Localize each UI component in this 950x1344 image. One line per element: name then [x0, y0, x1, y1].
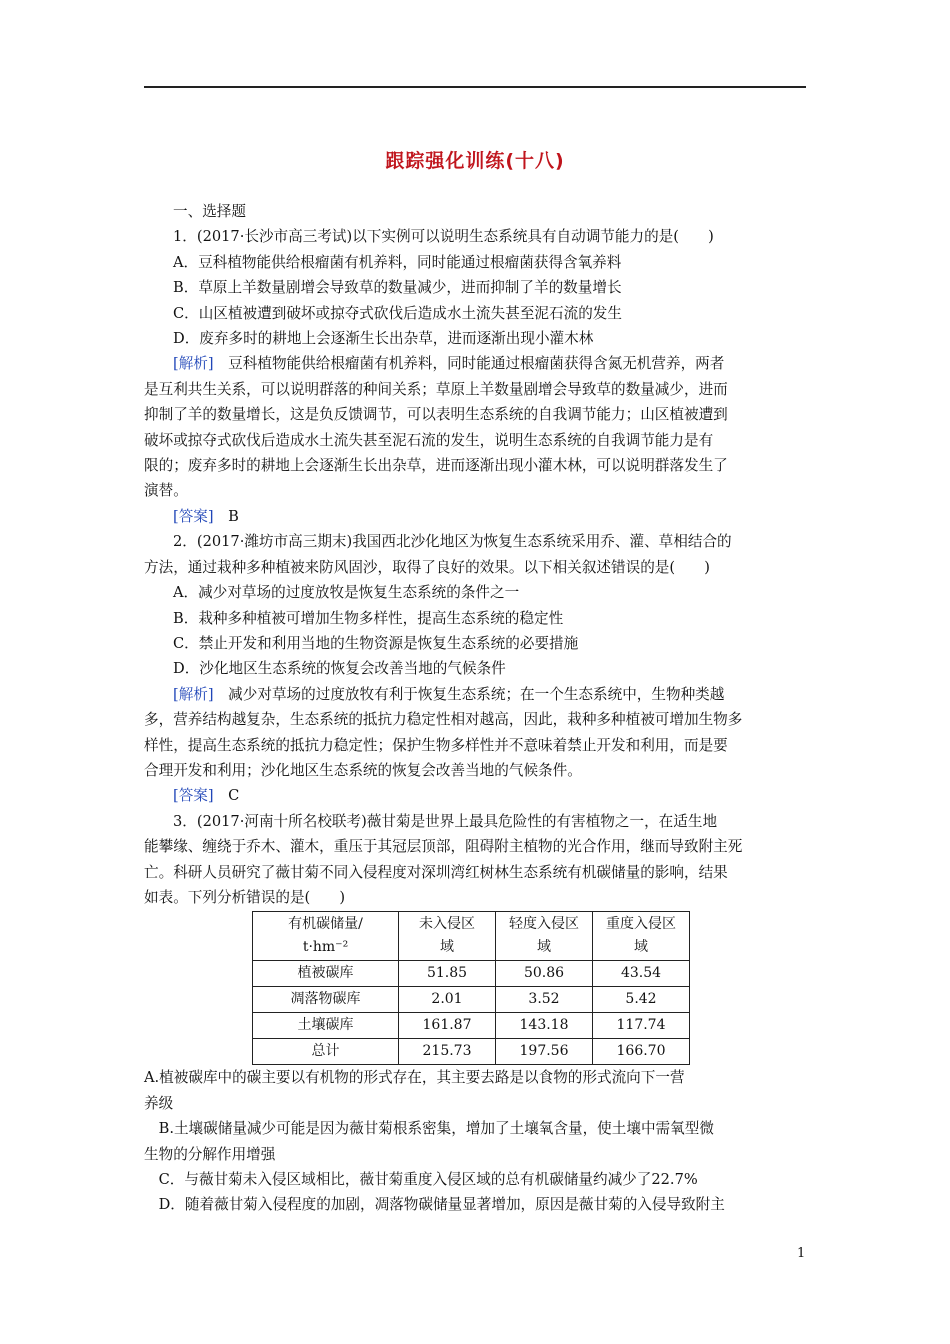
q3-option-a: A.植被碳库中的碳主要以有机物的形式存在，其主要去路是以食物的形式流向下一营 养级: [144, 1069, 685, 1112]
table-row: [253, 1039, 690, 1065]
table-cell: 166.70: [593, 1039, 690, 1065]
q2-option-b: B．栽种多种植被可增加生物多样性，提高生态系统的稳定性: [173, 609, 564, 627]
stem-line: 3．(2017·河南十所名校联考)薇甘菊是世界上最具危险性的有害植物之一，在适生地: [173, 812, 718, 830]
q1-option-d: D．废弃多时的耕地上会逐渐生长出杂草，进而逐渐出现小灌木林: [173, 330, 594, 348]
answer-value: B: [213, 507, 239, 525]
q3-option-d: D．随着薇甘菊入侵程度的加剧，凋落物碳储量显著增加，原因是薇甘菊的入侵导致附主: [144, 1196, 725, 1214]
q3-option-b: B.土壤碳储量减少可能是因为薇甘菊根系密集，增加了土壤氧含量，使土壤中需氧型微 生物的分解作用增强: [144, 1120, 714, 1163]
table-header-cell: 轻度入侵区 域: [496, 912, 593, 961]
analysis-line: 豆科植物能供给根瘤菌有机养料，同时能通过根瘤菌获得含氮无机营养，两者: [213, 355, 725, 373]
analysis-line: 减少对草场的过度放牧有利于恢复生态系统；在一个生态系统中，生物种类越: [213, 685, 725, 703]
carbon-storage-table: [252, 911, 690, 1065]
q2-option-d: D．沙化地区生态系统的恢复会改善当地的气候条件: [173, 660, 506, 678]
q2-option-c: C．禁止开发和利用当地的生物资源是恢复生态系统的必要措施: [173, 634, 579, 652]
stem-line: 如表。下列分析错误的是( ): [144, 888, 346, 906]
stem-line: 2．(2017·潍坊市高三期末)我国西北沙化地区为恢复生态系统采用乔、灌、草相结合的: [173, 533, 732, 551]
table-header-cell: 未入侵区 域: [399, 912, 496, 961]
q1-stem: 1．(2017·长沙市高三考试)以下实例可以说明生态系统具有自动调节能力的是( ): [173, 228, 714, 246]
table-cell: 43.54: [593, 961, 690, 987]
q1-answer: [144, 504, 806, 529]
q3-option-c: C．与薇甘菊未入侵区域相比，薇甘菊重度入侵区域的总有机碳储量约减少了22.7%: [144, 1171, 698, 1188]
document-body: [144, 199, 806, 1218]
q1-option-b: B．草原上羊数量剧增会导致草的数量减少，进而抑制了羊的数量增长: [173, 279, 622, 297]
table-cell: 161.87: [399, 1013, 496, 1039]
answer-tag: [答案]: [173, 507, 214, 525]
q2-option-a: A．减少对草场的过度放牧是恢复生态系统的条件之一: [173, 584, 520, 602]
table-cell: 土壤碳库: [253, 1013, 399, 1039]
table-row: [253, 987, 690, 1013]
table-row: [253, 1013, 690, 1039]
analysis-line: 抑制了羊的数量增长，这是负反馈调节，可以表明生态系统的自我调节能力；山区植被遭到: [144, 406, 728, 424]
table-cell: 凋落物碳库: [253, 987, 399, 1013]
header-rule: [144, 86, 806, 88]
analysis-line: 样性，提高生态系统的抵抗力稳定性；保护生物多样性并不意味着禁止开发和利用，而是要: [144, 736, 728, 754]
q3-stem: [144, 809, 806, 911]
q2-stem: [144, 529, 806, 580]
q1-option-c: C．山区植被遭到破坏或掠夺式砍伐后造成水土流失甚至泥石流的发生: [173, 304, 622, 322]
q2-answer: [144, 783, 806, 808]
page-title: 跟踪强化训练(十八): [385, 150, 565, 172]
table-header-cell: 有机碳储量/ t·hm⁻²: [253, 912, 399, 961]
analysis-line: 多，营养结构越复杂，生态系统的抵抗力稳定性相对越高，因此，栽种多种植被可增加生物多: [144, 711, 743, 729]
table-cell: 植被碳库: [253, 961, 399, 987]
stem-line: 方法，通过栽种多种植被来防风固沙，取得了良好的效果。以下相关叙述错误的是( ): [144, 558, 710, 576]
table-header-row: [253, 912, 690, 961]
table-cell: 50.86: [496, 961, 593, 987]
stem-line: 能攀缘、缠绕于乔木、灌木，重压于其冠层顶部，阻碍附主植物的光合作用，继而导致附主死: [144, 838, 743, 856]
table-cell: 197.56: [496, 1039, 593, 1065]
stem-line: 亡。科研人员研究了薇甘菊不同入侵程度对深圳湾红树林生态系统有机碳储量的影响，结果: [144, 863, 728, 881]
table-cell: 51.85: [399, 961, 496, 987]
table-cell: 117.74: [593, 1013, 690, 1039]
analysis-tag: [解析]: [173, 355, 214, 373]
q1-analysis: [144, 351, 806, 503]
table-cell: 2.01: [399, 987, 496, 1013]
analysis-line: 合理开发和利用；沙化地区生态系统的恢复会改善当地的气候条件。: [144, 761, 582, 779]
answer-value: C: [213, 787, 240, 805]
table-cell: 3.52: [496, 987, 593, 1013]
analysis-tag: [解析]: [173, 685, 214, 703]
analysis-line: 限的；废弃多时的耕地上会逐渐生长出杂草，进而逐渐出现小灌木林，可以说明群落发生了: [144, 457, 728, 475]
section-heading: 一、选择题: [173, 203, 246, 220]
analysis-line: 是互利共生关系，可以说明群落的种间关系；草原上羊数量剧增会导致草的数量减少，进而: [144, 380, 728, 398]
table-cell: 215.73: [399, 1039, 496, 1065]
page-number: 1: [797, 1246, 806, 1261]
q1-option-a: A．豆科植物能供给根瘤菌有机养料，同时能通过根瘤菌获得含氧养料: [173, 253, 622, 271]
answer-tag: [答案]: [173, 787, 214, 805]
table-row: [253, 961, 690, 987]
analysis-line: 破坏或掠夺式砍伐后造成水土流失甚至泥石流的发生，说明生态系统的自我调节能力是有: [144, 431, 714, 449]
analysis-line: 演替。: [144, 482, 188, 500]
table-cell: 总计: [253, 1039, 399, 1065]
table-cell: 143.18: [496, 1013, 593, 1039]
table-header-cell: 重度入侵区 域: [593, 912, 690, 961]
table-cell: 5.42: [593, 987, 690, 1013]
q2-analysis: [144, 682, 806, 784]
